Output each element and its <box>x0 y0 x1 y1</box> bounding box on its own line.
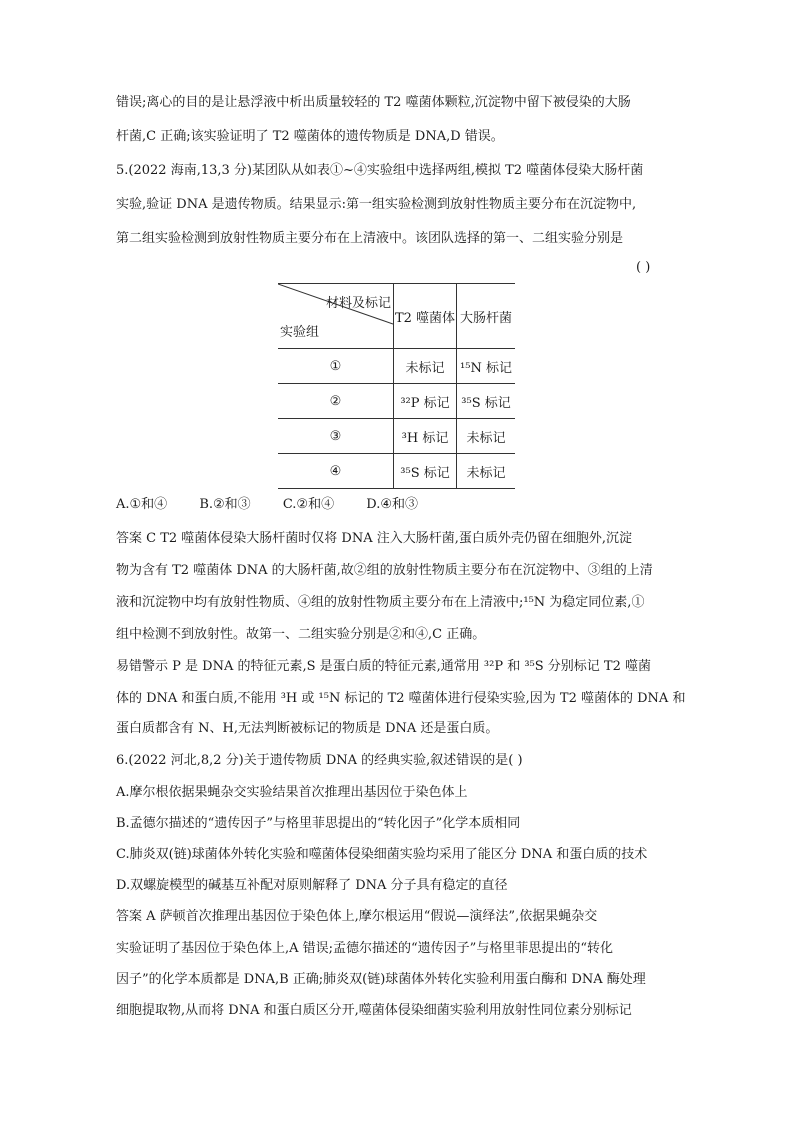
text-line: 杆菌,C 正确;该实验证明了 T2 噬菌体的遗传物质是 DNA,D 错误。 <box>116 129 504 144</box>
option-c: C.②和④ <box>282 497 335 512</box>
option-line: A.摩尔根依据果蝇杂交实验结果首次推理出基因位于染色体上 <box>116 785 468 800</box>
table-row <box>278 419 515 454</box>
phage-cell: ³H 标记 <box>394 419 457 454</box>
table-header-diagonal <box>278 284 394 349</box>
header-phage: T2 噬菌体 <box>394 284 457 349</box>
answer-bracket: ( ) <box>636 260 651 275</box>
experiment-table <box>278 283 515 489</box>
bacteria-cell: 未标记 <box>457 419 516 454</box>
question-6-line: 6.(2022 河北,8,2 分)关于遗传物质 DNA 的经典实验,叙述错误的是( ) <box>116 753 523 768</box>
text-line: 液和沉淀物中均有放射性物质、④组的放射性物质主要分布在上清液中;¹⁵N 为稳定同位素,① <box>116 595 645 610</box>
group-cell: ② <box>278 384 394 419</box>
option-line: B.孟德尔描述的“遗传因子”与格里菲思提出的“转化因子”化学本质相同 <box>116 816 521 831</box>
text-line: 体的 DNA 和蛋白质,不能用 ³H 或 ¹⁵N 标记的 T2 噬菌体进行侵染实验,因为 T2 噬菌体的 DNA 和 <box>116 691 686 706</box>
text-line: 错误;离心的目的是让悬浮液中析出质量较轻的 T2 噬菌体颗粒,沉淀物中留下被侵染的大肠 <box>116 95 631 110</box>
options-q5 <box>116 496 446 514</box>
answer-line: 答案 C T2 噬菌体侵染大肠杆菌时仅将 DNA 注入大肠杆菌,蛋白质外壳仍留在细胞外,沉淀 <box>116 531 633 546</box>
header-materials-label: 材料及标记 <box>325 296 391 311</box>
table-row <box>278 384 515 419</box>
table-row <box>278 349 515 384</box>
phage-cell: 未标记 <box>394 349 457 384</box>
question-5-line: 5.(2022 海南,13,3 分)某团队从如表①~④实验组中选择两组,模拟 T2 噬菌体侵染大肠杆菌 <box>116 163 644 178</box>
bacteria-cell: ³⁵S 标记 <box>457 384 516 419</box>
option-d: D.④和③ <box>366 497 418 512</box>
answer-line: 答案 A 萨顿首次推理出基因位于染色体上,摩尔根运用“假说—演绎法”,依据果蝇杂交 <box>116 909 598 924</box>
table-row <box>278 454 515 489</box>
warning-line: 易错警示 P 是 DNA 的特征元素,S 是蛋白质的特征元素,通常用 ³²P 和 ³⁵S 分别标记 T2 噬菌 <box>116 659 651 674</box>
text-line: 物为含有 T2 噬菌体 DNA 的大肠杆菌,故②组的放射性物质主要分布在沉淀物中、③组的上清 <box>116 563 653 578</box>
group-cell: ③ <box>278 419 394 454</box>
text-line: 因子”的化学本质都是 DNA,B 正确;肺炎双(链)球菌体外转化实验利用蛋白酶和 DNA 酶处理 <box>116 972 646 987</box>
header-group-label: 实验组 <box>280 325 320 340</box>
phage-cell: ³⁵S 标记 <box>394 454 457 489</box>
text-line: 细胞提取物,从而将 DNA 和蛋白质区分开,噬菌体侵染细菌实验利用放射性同位素分别标记 <box>116 1003 632 1018</box>
text-line: 蛋白质都含有 N、H,无法判断被标记的物质是 DNA 还是蛋白质。 <box>116 721 499 736</box>
option-line: C.肺炎双(链)球菌体外转化实验和噬菌体侵染细菌实验均采用了能区分 DNA 和蛋白质的技术 <box>116 847 648 862</box>
bacteria-cell: 未标记 <box>457 454 516 489</box>
bacteria-cell: ¹⁵N 标记 <box>457 349 516 384</box>
phage-cell: ³²P 标记 <box>394 384 457 419</box>
group-cell: ④ <box>278 454 394 489</box>
text-line: 第二组实验检测到放射性物质主要分布在上清液中。该团队选择的第一、二组实验分别是 <box>116 231 624 246</box>
option-a: A.①和④ <box>116 497 168 512</box>
option-line: D.双螺旋模型的碱基互补配对原则解释了 DNA 分子具有稳定的直径 <box>116 878 508 893</box>
group-cell: ① <box>278 349 394 384</box>
option-b: B.②和③ <box>199 497 251 512</box>
text-line: 组中检测不到放射性。故第一、二组实验分别是②和④,C 正确。 <box>116 627 486 642</box>
text-line: 实验证明了基因位于染色体上,A 错误;孟德尔描述的“遗传因子”与格里菲思提出的“转化 <box>116 941 613 956</box>
header-bacteria: 大肠杆菌 <box>457 284 516 349</box>
text-line: 实验,验证 DNA 是遗传物质。结果显示:第一组实验检测到放射性物质主要分布在沉淀物中, <box>116 197 637 212</box>
